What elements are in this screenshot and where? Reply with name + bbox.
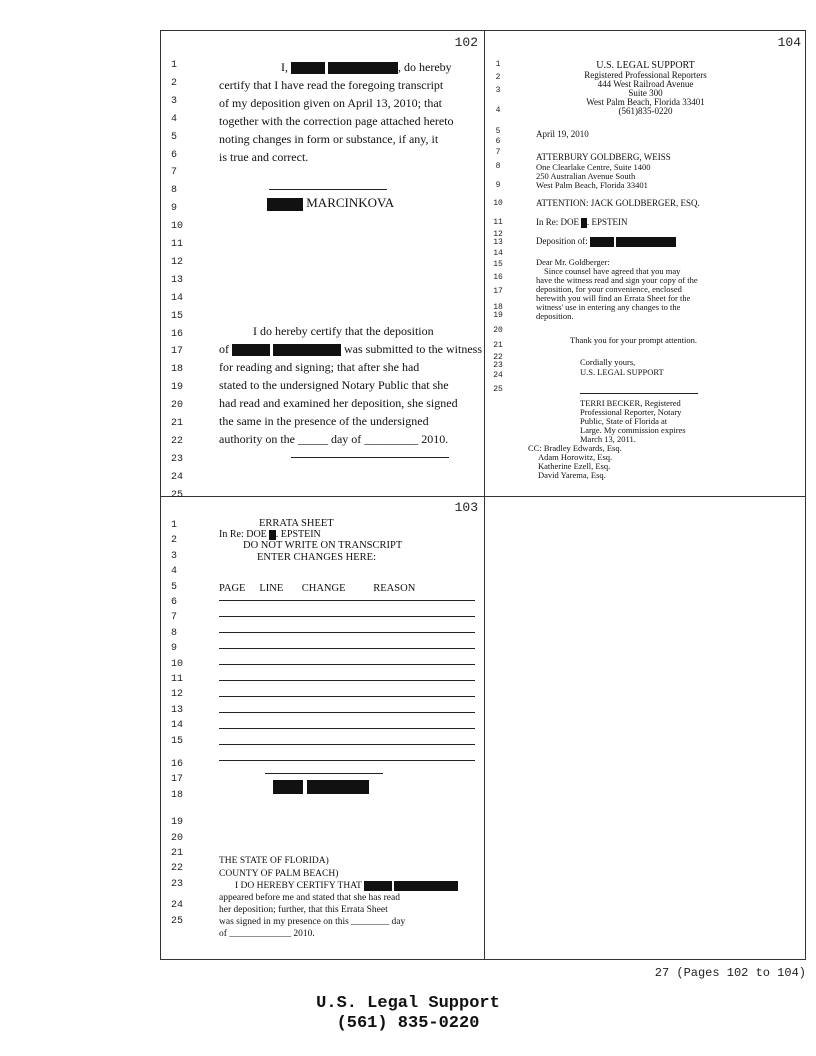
line-number: 19 <box>171 382 184 394</box>
line-number: 22 <box>493 353 503 362</box>
notary-line-1: I do hereby certify that the deposition <box>253 324 434 338</box>
cc-list: CC: Bradley Edwards, Esq. <box>528 443 622 453</box>
cc-list: Katherine Ezell, Esq. <box>538 461 611 471</box>
letterhead-address: Suite 300 <box>628 88 663 98</box>
cert-line-3: of my deposition given on April 13, 2010; that <box>219 96 442 110</box>
errata-row-line <box>219 648 475 649</box>
line-number: 20 <box>493 326 503 335</box>
notary-line-2: of was submitted to the witness <box>219 342 482 356</box>
errata-row-line <box>219 680 475 681</box>
errata-title: ERRATA SHEET <box>259 518 334 529</box>
line-number: 8 <box>171 185 178 197</box>
line-number: 4 <box>171 113 178 125</box>
line-number: 1 <box>171 60 178 71</box>
line-number: 3 <box>171 95 178 107</box>
line-number: 13 <box>171 274 184 286</box>
in-re-line: In Re: DOE . EPSTEIN <box>536 217 628 227</box>
letterhead-company: U.S. LEGAL SUPPORT <box>596 60 695 71</box>
line-number: 10 <box>493 199 503 208</box>
letter-thanks: Thank you for your prompt attention. <box>570 335 698 345</box>
letter-body: witness' use in entering any changes to the <box>536 302 681 312</box>
line-number: 10 <box>171 221 184 233</box>
letter-body: have the witness read and sign your copy of the <box>536 275 698 285</box>
cc-list: Adam Horowitz, Esq. <box>538 452 613 462</box>
line-number: 23 <box>493 361 503 370</box>
line-number: 24 <box>171 471 184 483</box>
line-number: 12 <box>171 689 184 701</box>
line-number: 12 <box>493 230 503 239</box>
notary-line-3: for reading and signing; that after she had <box>219 360 420 374</box>
line-number: 22 <box>171 863 184 875</box>
redaction <box>291 62 325 74</box>
cert-line-6: is true and correct. <box>219 150 309 164</box>
page-range: 27 (Pages 102 to 104) <box>654 966 806 980</box>
recipient-address: 250 Australian Avenue South <box>536 171 636 181</box>
errata-columns: PAGE LINE CHANGE REASON <box>219 583 416 594</box>
line-number: 10 <box>171 658 184 670</box>
errata-row-line <box>219 728 475 729</box>
notary-text: was signed in my presence on this ________ day <box>219 917 406 927</box>
line-number: 1 <box>495 60 501 69</box>
errata-instruction: DO NOT WRITE ON TRANSCRIPT <box>243 540 403 551</box>
signer-name: MARCINKOVA <box>267 195 394 211</box>
line-number: 8 <box>171 627 178 639</box>
letterhead-address: West Palm Beach, Florida 33401 <box>586 97 705 107</box>
cert-line-5: noting changes in form or substance, if any, it <box>219 132 439 146</box>
line-number: 7 <box>171 167 178 179</box>
letter-date: April 19, 2010 <box>536 129 589 139</box>
page-number: 104 <box>777 35 801 50</box>
redaction <box>273 344 341 356</box>
line-number: 18 <box>171 364 184 376</box>
line-number: 7 <box>495 148 501 157</box>
errata-row-line <box>219 744 475 745</box>
line-number: 9 <box>495 181 501 190</box>
attention-line: ATTENTION: JACK GOLDBERGER, ESQ. <box>536 198 700 208</box>
deposition-of-line: Deposition of: <box>536 236 676 247</box>
line-number: 11 <box>171 674 184 685</box>
line-number: 21 <box>171 848 184 859</box>
line-number: 15 <box>493 260 503 269</box>
letter-closing-company: U.S. LEGAL SUPPORT <box>580 367 664 377</box>
line-number: 2 <box>171 535 178 547</box>
redaction <box>616 237 676 247</box>
notary-county: COUNTY OF PALM BEACH) <box>219 869 339 879</box>
notary-state: THE STATE OF FLORIDA) <box>219 856 329 866</box>
redaction <box>590 237 614 247</box>
line-number: 17 <box>171 346 184 358</box>
letterhead-address: 444 West Railroad Avenue <box>597 79 694 89</box>
errata-row-line <box>219 712 475 713</box>
line-number: 22 <box>171 435 184 447</box>
line-number: 5 <box>171 131 178 143</box>
errata-signer-name <box>273 778 369 796</box>
line-number: 14 <box>171 720 184 732</box>
notary-signature-line <box>291 457 449 458</box>
letter-body: deposition. <box>536 311 574 321</box>
letter-body: herewith you will find an Errata Sheet for the <box>536 293 691 303</box>
line-number: 2 <box>495 73 501 82</box>
line-number: 21 <box>171 418 184 429</box>
redaction <box>364 881 392 891</box>
line-number: 16 <box>171 759 184 770</box>
line-number: 16 <box>493 273 503 282</box>
letterhead-tagline: Registered Professional Reporters <box>584 70 707 80</box>
line-number: 23 <box>171 878 184 890</box>
redaction <box>267 198 303 211</box>
redaction <box>307 780 369 794</box>
line-number: 3 <box>495 86 501 95</box>
line-number: 2 <box>171 77 178 89</box>
line-number: 11 <box>171 239 184 250</box>
line-number: 13 <box>171 704 184 716</box>
errata-in-re: In Re: DOE . EPSTEIN <box>219 529 321 540</box>
line-number: 9 <box>171 203 178 215</box>
line-number: 17 <box>493 287 503 296</box>
page-104 <box>484 31 807 496</box>
footer-company: U.S. Legal Support <box>316 994 500 1013</box>
notary-text: appeared before me and stated that she has read <box>219 893 400 903</box>
line-number: 24 <box>493 371 503 380</box>
letter-closing: Cordially yours, <box>580 357 636 367</box>
recipient-address: One Clearlake Centre, Suite 1400 <box>536 162 651 172</box>
line-number: 7 <box>171 612 178 624</box>
errata-row-line <box>219 760 475 761</box>
reporter-signature: Professional Reporter, Notary <box>580 407 682 417</box>
line-number: 6 <box>495 137 501 146</box>
reporter-signature: Large. My commission expires <box>580 425 686 435</box>
errata-row-line <box>219 664 475 665</box>
signature-line <box>269 189 387 190</box>
line-number: 21 <box>493 341 503 350</box>
line-number: 3 <box>171 550 178 562</box>
redaction <box>394 881 458 891</box>
notary-line-5: had read and examined her deposition, she signed <box>219 396 458 410</box>
line-number: 6 <box>171 149 178 161</box>
cert-line-4: together with the correction page attached hereto <box>219 114 454 128</box>
notary-text: her deposition; further, that this Errata Sheet <box>219 905 388 915</box>
errata-row-line <box>219 632 475 633</box>
line-number: 9 <box>171 643 178 655</box>
cc-list: David Yarema, Esq. <box>538 470 606 480</box>
reporter-signature: TERRI BECKER, Registered <box>580 398 681 408</box>
reporter-signature: March 13, 2011. <box>580 434 636 444</box>
redaction <box>269 530 276 540</box>
reporter-signature: Public, State of Florida at <box>580 416 668 426</box>
letterhead-phone: (561)835-0220 <box>618 106 673 116</box>
line-number: 18 <box>493 303 503 312</box>
line-number: 18 <box>171 789 184 801</box>
cert-line-2: certify that I have read the foregoing transcript <box>219 78 444 92</box>
salutation: Dear Mr. Goldberger: <box>536 257 610 267</box>
line-number: 25 <box>493 385 503 394</box>
letter-body: deposition, for your convenience, enclosed <box>536 284 682 294</box>
line-number: 24 <box>171 900 184 912</box>
errata-row-line <box>219 696 475 697</box>
empty-quadrant <box>484 496 807 961</box>
line-number: 19 <box>493 311 503 320</box>
recipient-firm: ATTERBURY GOLDBERG, WEISS <box>536 152 671 162</box>
notary-text: of _____________ 2010. <box>219 929 315 939</box>
errata-row-line <box>219 600 475 601</box>
line-number: 13 <box>493 238 503 247</box>
line-number: 20 <box>171 400 184 412</box>
footer-phone: (561) 835-0220 <box>336 1014 480 1033</box>
notary-certify-line: I DO HEREBY CERTIFY THAT <box>235 881 458 891</box>
transcript-grid <box>160 30 806 960</box>
errata-row-line <box>219 616 475 617</box>
notary-line-6: the same in the presence of the undersigned <box>219 414 429 428</box>
line-number: 17 <box>171 774 184 786</box>
recipient-address: West Palm Beach, Florida 33401 <box>536 180 648 190</box>
line-number: 14 <box>171 292 184 304</box>
line-number: 5 <box>171 581 178 593</box>
page-103 <box>161 496 484 961</box>
line-number: 25 <box>171 915 184 927</box>
line-number: 25 <box>171 489 184 501</box>
line-number: 15 <box>171 310 184 322</box>
errata-instruction: ENTER CHANGES HERE: <box>257 552 376 563</box>
notary-line-7: authority on the _____ day of _________ 2010. <box>219 432 449 446</box>
line-number: 8 <box>495 162 501 171</box>
page-102 <box>161 31 484 501</box>
errata-signature-line <box>265 773 383 774</box>
line-number: 4 <box>495 106 501 115</box>
reporter-signature-line <box>580 393 698 394</box>
line-number: 1 <box>171 520 178 531</box>
line-number: 11 <box>493 218 503 227</box>
notary-line-4: stated to the undersigned Notary Public that she <box>219 378 449 392</box>
letter-body: Since counsel have agreed that you may <box>544 266 681 276</box>
line-number: 5 <box>495 127 501 136</box>
redaction <box>328 62 398 74</box>
cert-line-1: I, , do hereby <box>281 60 452 74</box>
line-number: 12 <box>171 256 184 268</box>
line-number: 15 <box>171 735 184 747</box>
line-number: 23 <box>171 453 184 465</box>
line-number: 6 <box>171 597 178 608</box>
line-number: 19 <box>171 817 184 829</box>
redaction <box>273 780 303 794</box>
page-number: 103 <box>454 500 478 515</box>
line-number: 14 <box>493 249 503 258</box>
redaction <box>232 344 270 356</box>
line-number: 16 <box>171 328 184 340</box>
line-number: 4 <box>171 566 178 578</box>
line-number: 20 <box>171 832 184 844</box>
page-number: 102 <box>454 35 478 50</box>
